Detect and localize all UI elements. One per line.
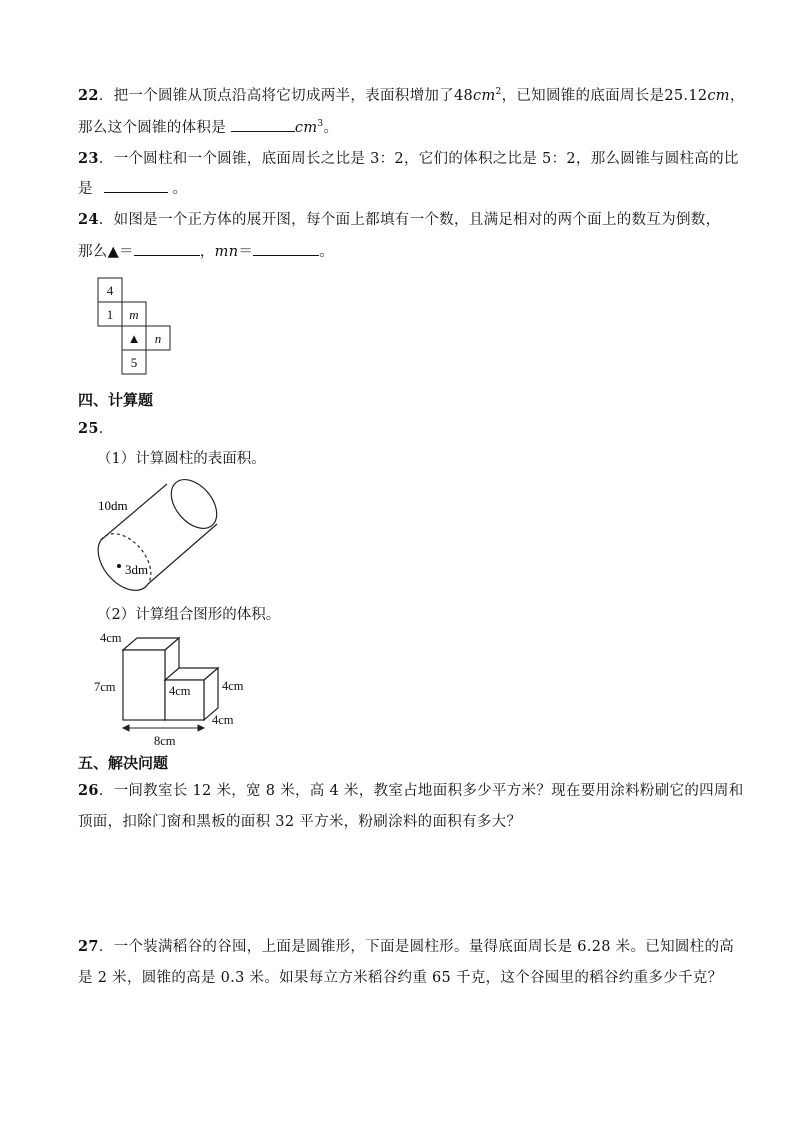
question-number: 23 (78, 150, 99, 167)
cylinder-figure (92, 472, 232, 600)
answer-blank[interactable] (231, 117, 295, 132)
q27-line1: 27．一个装满稻谷的谷囤，上面是圆锥形，下面是圆柱形。量得底面周长是 6.28 米。已知圆柱的高 (78, 938, 735, 955)
answer-blank[interactable] (104, 178, 168, 193)
label-height: 7cm (94, 680, 116, 694)
label-top-width: 4cm (100, 631, 122, 645)
combined-box-figure (92, 628, 262, 750)
cylinder-radius-label: 3dm (125, 562, 149, 577)
net-label: ▲ (127, 331, 141, 346)
net-label: 5 (130, 355, 138, 370)
net-label: 1 (106, 307, 114, 322)
label-depth: 4cm (212, 713, 234, 727)
cube-net-figure (96, 276, 176, 376)
question-number: 24 (78, 211, 99, 228)
answer-blank-mn[interactable] (253, 241, 319, 256)
q25-part1: （1）计算圆柱的表面积。 (97, 451, 266, 467)
cylinder-side-bottom (148, 524, 217, 584)
q24-line1: 24．如图是一个正方体的展开图，每个面上都填有一个数，且满足相对的两个面上的数互为倒数， (78, 211, 721, 228)
net-label: n (154, 331, 162, 346)
question-number: 22 (78, 87, 99, 104)
q26-line2: 顶面，扣除门窗和黑板的面积 32 平方米，粉刷涂料的面积有多大？ (78, 814, 522, 830)
question-number: 26 (78, 782, 99, 799)
cylinder-center-dot (117, 564, 121, 568)
q25-part2: （2）计算组合图形的体积。 (97, 607, 281, 623)
question-number: 27 (78, 938, 99, 955)
q25-number: 25． (78, 420, 114, 437)
tall-box-front (123, 650, 165, 720)
cylinder-end-far (162, 472, 226, 537)
label-small-side: 4cm (222, 679, 244, 693)
net-label: 4 (106, 283, 114, 298)
answer-blank-triangle[interactable] (134, 241, 200, 256)
q23-line1: 23．一个圆柱和一个圆锥，底面周长之比是 3：2，它们的体积之比是 5：2，那么圆锥与圆柱高的比 (78, 150, 739, 167)
q23-line2: 是 。 (78, 177, 187, 198)
section-heading: 五、解决问题 (78, 754, 169, 772)
label-small-front: 4cm (169, 684, 191, 698)
q27-line2: 是 2 米，圆锥的高是 0.3 米。如果每立方米稻谷约重 65 千克，这个谷囤里的稻谷约重多少千克？ (78, 970, 723, 986)
net-label: m (129, 307, 139, 322)
cylinder-length-label: 10dm (98, 498, 128, 513)
label-width: 8cm (154, 734, 176, 748)
question-number: 25 (78, 420, 99, 437)
q22-line2: 那么这个圆锥的体积是 $cm^3$。 (78, 116, 338, 137)
arrow-right (198, 725, 204, 731)
q26-line1: 26．一间教室长 12 米，宽 8 米，高 4 米，教室占地面积多少平方米？现在要用涂料粉刷它的四周和 (78, 782, 744, 799)
section-heading: 四、计算题 (78, 391, 154, 409)
q22-line1: 22．把一个圆锥从顶点沿高将它切成两半，表面积增加了$48cm^2$，已知圆锥的底面周长是25.12cm， (78, 87, 745, 104)
arrow-left (123, 725, 129, 731)
q24-line2: 那么▲＝ ，mn＝ 。 (78, 240, 334, 261)
